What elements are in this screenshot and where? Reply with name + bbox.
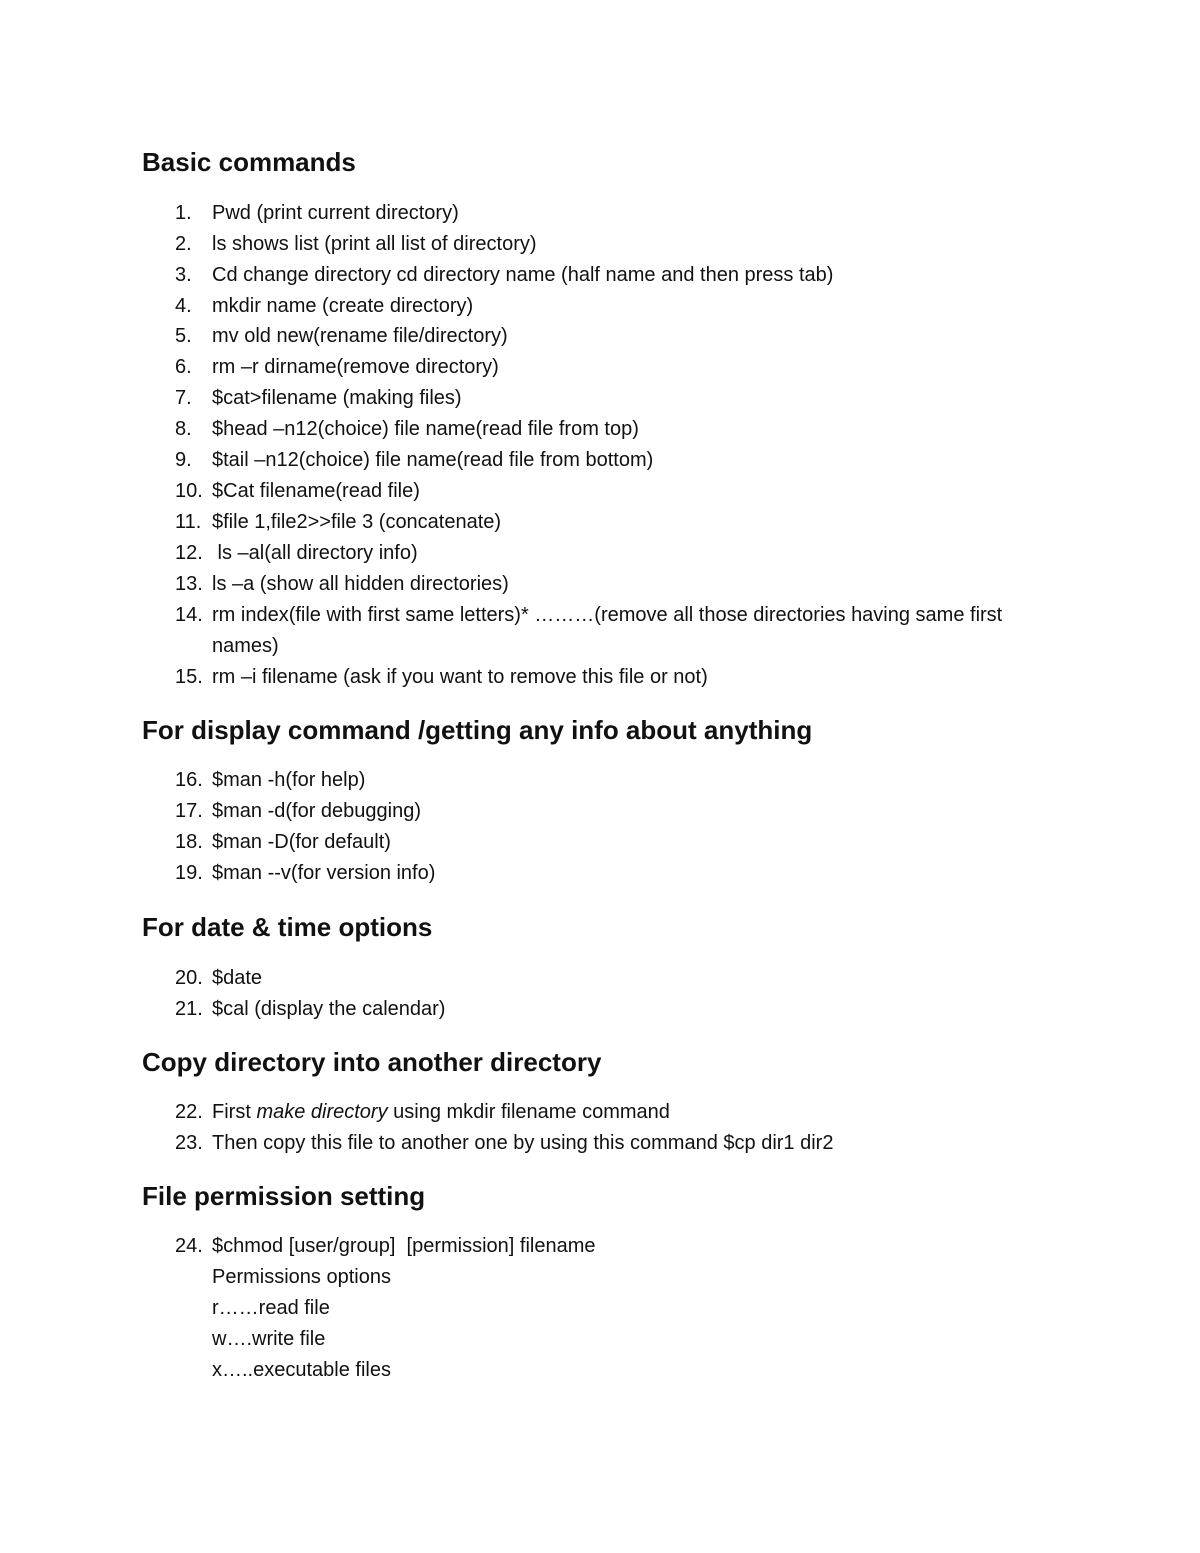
list-item (175, 1097, 1075, 1128)
list-item (175, 260, 1075, 291)
item-number: 15. (175, 666, 203, 688)
section-heading-copy-directory: Copy directory into another directory (142, 1047, 602, 1077)
item-number: 1. (175, 202, 192, 224)
item-text: $tail –n12(choice) file name(read file from bottom) (212, 449, 654, 471)
list-item (175, 569, 1075, 600)
list-item (175, 229, 1075, 260)
item-text: $man -D(for default) (212, 831, 391, 853)
permission-line: Permissions options (212, 1266, 391, 1288)
item-text: $man --v(for version info) (212, 862, 436, 884)
list-item (175, 1128, 1075, 1159)
list-item (175, 507, 1075, 538)
list-item (175, 538, 1075, 569)
list-item (175, 765, 1075, 796)
item-number: 24. (175, 1235, 203, 1257)
item-text: $file 1,file2>>file 3 (concatenate) (212, 511, 502, 533)
item-number: 12. (175, 542, 203, 564)
item-text: $cal (display the calendar) (212, 998, 446, 1020)
item-number: 10. (175, 480, 203, 502)
item-text: rm –r dirname(remove directory) (212, 356, 499, 378)
item-text (212, 1097, 1075, 1128)
item-text-italic: make directory (256, 1101, 388, 1123)
item-text: $date (212, 967, 263, 989)
item-text-part: First (212, 1101, 257, 1123)
permission-line: r……read file (212, 1297, 330, 1319)
list-item (175, 662, 1075, 693)
item-text: ls –a (show all hidden directories) (212, 573, 509, 595)
item-number: 5. (175, 325, 192, 347)
item-text: ls shows list (print all list of directory) (212, 233, 537, 255)
item-number: 6. (175, 356, 192, 378)
item-text: Pwd (print current directory) (212, 202, 459, 224)
list-item (175, 600, 1075, 662)
item-text: $chmod [user/group] [permission] filename (212, 1235, 596, 1257)
item-text: rm index(file with first same letters)* ………(remove all those directories having same first names) (212, 604, 1003, 657)
list-item (175, 291, 1075, 322)
section-heading-basic-commands: Basic commands (142, 147, 356, 177)
item-number: 3. (175, 264, 192, 286)
item-number: 21. (175, 998, 203, 1020)
list-item (175, 414, 1075, 445)
item-text: Cd change directory cd directory name (half name and then press tab) (212, 264, 834, 286)
item-text: $Cat filename(read file) (212, 480, 420, 502)
list-item (175, 994, 1075, 1025)
section-heading-date-time: For date & time options (142, 912, 433, 942)
item-text: mv old new(rename file/directory) (212, 325, 508, 347)
item-number: 9. (175, 449, 192, 471)
item-text-part: using mkdir filename command (387, 1101, 670, 1123)
item-number: 14. (175, 604, 203, 626)
item-number: 19. (175, 862, 203, 884)
item-number: 17. (175, 800, 203, 822)
list-item (175, 352, 1075, 383)
permission-line: w….write file (212, 1328, 326, 1350)
item-number: 2. (175, 233, 192, 255)
list-item (175, 827, 1075, 858)
item-text: $man -h(for help) (212, 769, 366, 791)
item-text: $man -d(for debugging) (212, 800, 422, 822)
list-item (175, 476, 1075, 507)
item-text: rm –i filename (ask if you want to remove this file or not) (212, 666, 708, 688)
item-number: 7. (175, 387, 192, 409)
permission-line: x…..executable files (212, 1359, 391, 1381)
item-number: 8. (175, 418, 192, 440)
item-number: 4. (175, 295, 192, 317)
section-heading-display-command: For display command /getting any info about anything (142, 715, 813, 745)
item-number: 18. (175, 831, 203, 853)
item-number: 22. (175, 1101, 203, 1123)
item-text: ls –al(all directory info) (212, 542, 418, 564)
item-text: $cat>filename (making files) (212, 387, 462, 409)
list-item (175, 383, 1075, 414)
item-number: 16. (175, 769, 203, 791)
list-item (175, 321, 1075, 352)
list-item (175, 445, 1075, 476)
item-text: Then copy this file to another one by using this command $cp dir1 dir2 (212, 1132, 834, 1154)
section-heading-file-permission: File permission setting (142, 1181, 426, 1211)
item-number: 13. (175, 573, 203, 595)
item-text: $head –n12(choice) file name(read file from top) (212, 418, 639, 440)
list-item (175, 796, 1075, 827)
list-item (175, 858, 1075, 889)
list-item (175, 1231, 1075, 1262)
item-number: 23. (175, 1132, 203, 1154)
item-number: 11. (175, 511, 202, 533)
list-item (175, 198, 1075, 229)
item-text: mkdir name (create directory) (212, 295, 474, 317)
item-number: 20. (175, 967, 203, 989)
list-item (175, 963, 1075, 994)
